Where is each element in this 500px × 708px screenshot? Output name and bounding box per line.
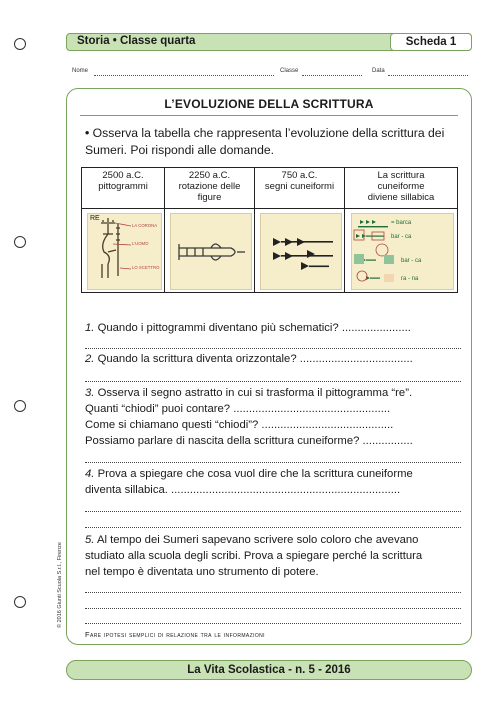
question-text: Osserva il segno astratto in cui si trasforma il pittogramma “re”. <box>97 387 413 399</box>
question-text: Quando la scrittura diventa orizzontale? .................................... <box>97 353 413 365</box>
syllable-label: bar - ca <box>391 234 412 240</box>
worksheet-title: L’EVOLUZIONE DELLA SCRITTURA <box>164 97 374 111</box>
header-label: diviene sillabica <box>367 192 435 203</box>
table-header-cell <box>345 168 457 208</box>
header-label: segni cuneiformi <box>264 181 335 192</box>
binder-hole <box>14 236 26 248</box>
syllable-label: bar - ca <box>401 258 422 264</box>
binder-hole <box>14 400 26 412</box>
syllable-label: ra - na <box>401 276 419 282</box>
table-header-cell <box>82 168 165 208</box>
header-date: 2500 a.C. <box>102 170 144 181</box>
question-text: Prova a spiegare che cosa vuol dire che la scrittura cuneiforme <box>97 468 413 480</box>
question-text: Al tempo dei Sumeri sapevano scrivere solo coloro che avevano <box>96 534 419 546</box>
question-number: 1. <box>85 322 95 334</box>
sheet-tab: Scheda 1 <box>390 33 472 51</box>
cuneiform-image <box>260 213 342 290</box>
header-label: cuneiforme <box>377 181 425 192</box>
header-label: rotazione delle <box>178 181 241 192</box>
answer-line[interactable] <box>85 348 461 349</box>
question-text: Quando i pittogrammi diventano più schematici? ...................... <box>97 322 411 334</box>
answer-line[interactable] <box>85 511 461 512</box>
header-bar <box>66 33 472 51</box>
question-4 <box>85 467 463 483</box>
question-number: 5. <box>85 534 95 546</box>
binder-hole <box>14 38 26 50</box>
question-1 <box>85 321 463 337</box>
class-label: Classe <box>280 68 299 74</box>
answer-line[interactable] <box>85 462 461 463</box>
title-divider <box>80 115 458 116</box>
header-date: 750 a.C. <box>281 170 318 181</box>
syllable-label: = barca <box>391 220 412 226</box>
date-field[interactable] <box>388 68 468 76</box>
header-label: figure <box>197 192 222 203</box>
question-number: 2. <box>85 353 95 365</box>
answer-line[interactable] <box>85 527 461 528</box>
answer-line[interactable] <box>85 608 461 609</box>
copyright-notice: © 2016 Giunti Scuola S.r.l., Firenze <box>57 542 63 628</box>
answer-line[interactable] <box>85 381 461 382</box>
question-3-part: Possiamo parlare di nascita della scrittura cuneiforme? ................ <box>85 435 413 447</box>
skill-note: Fare ipotesi semplici di relazione tra le informazioni <box>85 630 265 639</box>
question-3 <box>85 386 463 402</box>
pictogram-label-corona: LA CORONA <box>132 223 158 228</box>
question-number: 4. <box>85 468 95 480</box>
pictogram-label-scettro: LO SCETTRO <box>132 265 160 270</box>
question-3-part: Quanti “chiodi” puoi contare? .................................................. <box>85 403 391 415</box>
pictogram-label-re: RE <box>90 215 100 222</box>
question-5-part: nel tempo è diventata uno strumento di potere. <box>85 566 319 578</box>
date-label: Data <box>372 68 385 74</box>
rotated-pictogram-icon <box>171 214 251 289</box>
instruction-text: Osserva la tabella che rappresenta l’evoluzione della scrittura dei Sumeri. Poi rispondi alle domande. <box>85 126 445 157</box>
answer-line[interactable] <box>85 623 461 624</box>
answer-line[interactable] <box>85 592 461 593</box>
table-header-cell <box>165 168 255 208</box>
binder-hole <box>14 596 26 608</box>
question-number: 3. <box>85 387 95 399</box>
header-label: La scrittura <box>377 170 425 181</box>
question-3-part: Come si chiamano questi “chiodi”? .......................................... <box>85 419 394 431</box>
instruction <box>85 125 465 159</box>
footer-bar: La Vita Scolastica - n. 5 - 2016 <box>66 660 472 680</box>
question-5 <box>85 533 463 549</box>
table-header-cell <box>255 168 345 208</box>
header-date: 2250 a.C. <box>188 170 231 181</box>
question-2 <box>85 352 463 368</box>
pictogram-label-uomo: L’UOMO <box>132 241 149 246</box>
question-4-part: diventa sillabica. ......................................................................... <box>85 484 401 496</box>
header-label: pittogrammi <box>98 181 148 192</box>
question-5-part: studiato alla scuola degli scribi. Prova a spiegare perché la scrittura <box>85 550 423 562</box>
subject-label: Storia • Classe quarta <box>77 35 196 47</box>
bullet-mark: • <box>85 126 90 140</box>
class-field[interactable] <box>302 68 362 76</box>
name-label: Nome <box>72 68 89 74</box>
worksheet-card <box>66 88 472 645</box>
name-field[interactable] <box>94 68 274 76</box>
evolution-table <box>81 167 458 293</box>
rotated-figure-image <box>170 213 252 290</box>
cuneiform-sign-icon <box>261 214 341 289</box>
